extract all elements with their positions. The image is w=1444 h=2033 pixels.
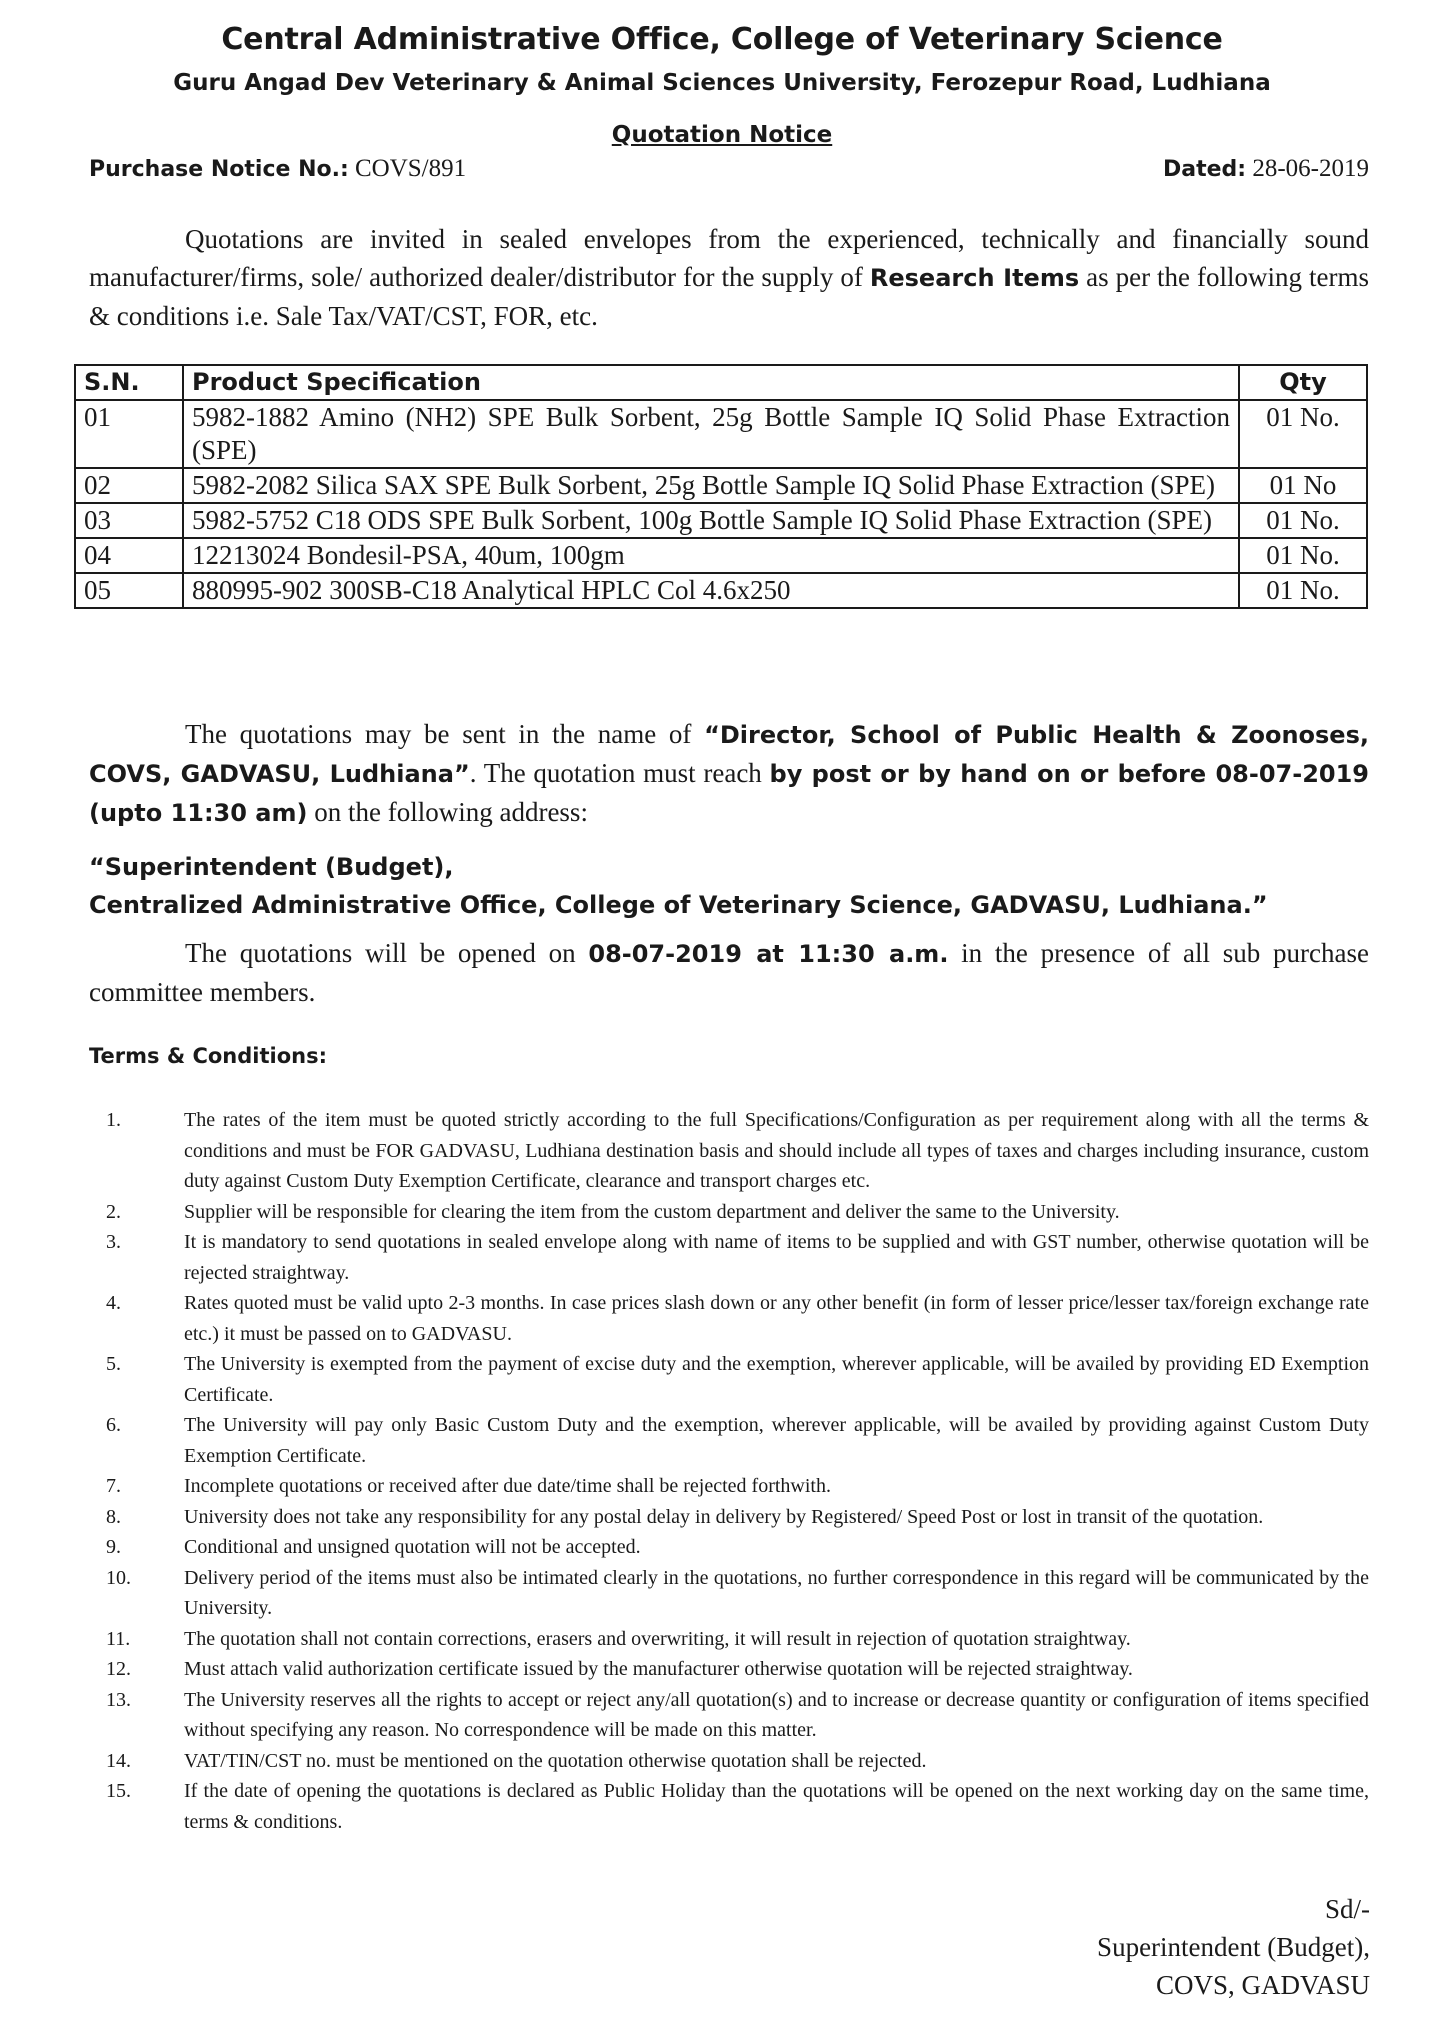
- term-text: It is mandatory to send quotations in sealed envelope along with name of items to be supplied and with GST number, otherwise quotation will be rejected straightway.: [184, 1231, 1369, 1284]
- row-qty: 01 No.: [1239, 538, 1367, 573]
- term-text: The University will pay only Basic Custom Duty and the exemption, wherever applicable, will be availed by providing against Custom Duty Exemption Certificate.: [184, 1414, 1369, 1467]
- term-number: 5.: [106, 1353, 121, 1375]
- term-number: 15.: [106, 1780, 131, 1802]
- list-item: [89, 1288, 1369, 1349]
- term-number: 8.: [106, 1505, 121, 1528]
- table-row: [75, 538, 1367, 573]
- list-item: [89, 1410, 1369, 1471]
- office-heading: Central Administrative Office, College of Veterinary Science: [221, 22, 1223, 57]
- opening-text-1: The quotations will be opened on: [185, 938, 589, 968]
- reference-line: [89, 155, 1369, 183]
- term-text: The quotation shall not contain corrections, erasers and overwriting, it will result in rejection of quotation straightway.: [184, 1627, 1131, 1650]
- list-item: [89, 1502, 1369, 1533]
- address-line-2: Centralized Administrative Office, College of Veterinary Science, GADVASU, Ludhiana.”: [89, 891, 1268, 919]
- purchase-notice-label: Purchase Notice No.:: [89, 157, 349, 182]
- term-number: 13.: [106, 1688, 131, 1711]
- intro-paragraph: [89, 220, 1369, 335]
- table-row: [75, 503, 1367, 538]
- term-number: 10.: [106, 1566, 131, 1589]
- submission-text-1: The quotations may be sent in the name of: [185, 719, 705, 749]
- term-text: University does not take any responsibility for any postal delay in delivery by Registered/ Speed Post or lost in transit of the quotation.: [184, 1505, 1264, 1528]
- term-text: Incomplete quotations or received after due date/time shall be rejected forthwith.: [184, 1475, 831, 1497]
- notice-title: [0, 122, 1444, 148]
- term-number: 11.: [106, 1627, 131, 1650]
- notice-title-text: Quotation Notice: [611, 122, 833, 148]
- purchase-notice-number: COVS/891: [355, 155, 467, 182]
- term-number: 3.: [106, 1231, 121, 1253]
- opening-text-2: in the presence of all sub purchase committee members.: [89, 938, 1369, 1007]
- product-table: [74, 364, 1368, 609]
- term-number: 2.: [106, 1200, 121, 1223]
- submission-addressee: “Director, School of Public Health & Zoonoses, COVS, GADVASU, Ludhiana”: [89, 721, 1369, 788]
- signature-sd: Sd/-: [1324, 1894, 1370, 1924]
- term-number: 1.: [106, 1109, 121, 1131]
- university-heading: Guru Angad Dev Veterinary & Animal Sciences University, Ferozepur Road, Ludhiana: [173, 70, 1271, 96]
- row-sn: 01: [75, 400, 183, 468]
- term-number: 6.: [106, 1414, 121, 1436]
- row-qty: 01 No.: [1239, 503, 1367, 538]
- purchase-notice: [89, 155, 466, 183]
- list-item: [89, 1471, 1369, 1502]
- list-item: [89, 1197, 1369, 1228]
- row-spec: 880995-902 300SB-C18 Analytical HPLC Col 4.6x250: [183, 573, 1239, 608]
- term-number: 14.: [106, 1749, 131, 1772]
- notice-date-value: 28-06-2019: [1252, 155, 1369, 182]
- table-header-row: [75, 365, 1367, 400]
- term-text: VAT/TIN/CST no. must be mentioned on the quotation otherwise quotation shall be rejected.: [184, 1749, 927, 1772]
- submission-deadline: by post or by hand on or before 08-07-2019 (upto 11:30 am): [89, 760, 1370, 827]
- list-item: [89, 1654, 1369, 1685]
- header-spec: Product Specification: [183, 365, 1239, 400]
- list-item: [89, 1349, 1369, 1410]
- row-sn: 02: [75, 468, 183, 503]
- term-number: 9.: [106, 1536, 121, 1558]
- list-item: [89, 1776, 1369, 1837]
- term-number: 12.: [106, 1658, 131, 1680]
- list-item: [89, 1563, 1369, 1624]
- term-text: If the date of opening the quotations is declared as Public Holiday than the quotations will be opened on the next working day on the same time, terms & conditions.: [184, 1780, 1369, 1833]
- header-sn: S.N.: [75, 365, 183, 400]
- intro-text-bold: Research Items: [869, 264, 1080, 292]
- notice-date: [1163, 155, 1369, 183]
- opening-datetime: 08-07-2019 at 11:30 a.m.: [588, 940, 949, 968]
- terms-list: [89, 1105, 1369, 1837]
- signature-block: [1097, 1890, 1370, 2004]
- row-spec: 5982-2082 Silica SAX SPE Bulk Sorbent, 25g Bottle Sample IQ Solid Phase Extraction (SPE): [183, 468, 1239, 503]
- row-sn: 05: [75, 573, 183, 608]
- header-qty: Qty: [1239, 365, 1367, 400]
- submission-text-3: on the following address:: [307, 797, 588, 827]
- term-text: Must attach valid authorization certificate issued by the manufacturer otherwise quotation will be rejected straightway.: [184, 1658, 1133, 1680]
- list-item: [89, 1532, 1369, 1563]
- term-number: 4.: [106, 1292, 121, 1314]
- address-line-1: “Superintendent (Budget),: [89, 853, 454, 881]
- row-qty: 01 No.: [1239, 400, 1367, 468]
- delivery-address: [89, 848, 1268, 924]
- signature-designation: Superintendent (Budget),: [1097, 1932, 1370, 1962]
- submission-text-2: . The quotation must reach: [469, 758, 770, 788]
- term-number: 7.: [106, 1475, 121, 1497]
- intro-text-2: as per the following terms & conditions i.e. Sale Tax/VAT/CST, FOR, etc.: [89, 262, 1369, 331]
- row-qty: 01 No: [1239, 468, 1367, 503]
- row-spec: 5982-1882 Amino (NH2) SPE Bulk Sorbent, 25g Bottle Sample IQ Solid Phase Extraction (SPE): [183, 400, 1239, 468]
- row-spec: 12213024 Bondesil-PSA, 40um, 100gm: [183, 538, 1239, 573]
- term-text: Delivery period of the items must also be intimated clearly in the quotations, no further correspondence in this regard will be communicated by the University.: [184, 1566, 1369, 1619]
- term-text: The University reserves all the rights to accept or reject any/all quotation(s) and to increase or decrease quantity or configuration of items specified without specifying any reason. No correspondence will be made on this matter.: [184, 1688, 1369, 1741]
- opening-paragraph: [89, 934, 1369, 1011]
- list-item: [89, 1746, 1369, 1777]
- term-text: Conditional and unsigned quotation will not be accepted.: [184, 1536, 641, 1558]
- list-item: [89, 1624, 1369, 1655]
- table-row: [75, 573, 1367, 608]
- list-item: [89, 1685, 1369, 1746]
- intro-text-1: Quotations are invited in sealed envelopes from the experienced, technically and financially sound manufacturer/firms, sole/ authorized dealer/distributor for the supply of: [89, 224, 1369, 292]
- submission-paragraph: [89, 715, 1369, 832]
- term-text: The University is exempted from the payment of excise duty and the exemption, wherever applicable, will be availed by providing ED Exemption Certificate.: [184, 1353, 1369, 1406]
- row-qty: 01 No.: [1239, 573, 1367, 608]
- term-text: Rates quoted must be valid upto 2-3 months. In case prices slash down or any other benefit (in form of lesser price/lesser tax/foreign exchange rate etc.) it must be passed on to GADVASU.: [184, 1292, 1369, 1345]
- notice-date-label: Dated:: [1163, 157, 1247, 182]
- list-item: [89, 1105, 1369, 1197]
- table-row: [75, 400, 1367, 468]
- list-item: [89, 1227, 1369, 1288]
- term-text: Supplier will be responsible for clearing the item from the custom department and deliver the same to the University.: [184, 1200, 1120, 1223]
- row-sn: 03: [75, 503, 183, 538]
- row-sn: 04: [75, 538, 183, 573]
- terms-heading: Terms & Conditions:: [89, 1044, 327, 1068]
- signature-office: COVS, GADVASU: [1155, 1970, 1370, 2000]
- row-spec: 5982-5752 C18 ODS SPE Bulk Sorbent, 100g Bottle Sample IQ Solid Phase Extraction (SPE): [183, 503, 1239, 538]
- term-text: The rates of the item must be quoted strictly according to the full Specifications/Configuration as per requirement along with all the terms & conditions and must be FOR GADVASU, Ludhiana destination basis and should include all types of taxes and charges including insurance, custom duty against Custom Duty Exemption Certificate, clearance and transport charges etc.: [184, 1109, 1369, 1192]
- table-row: [75, 468, 1367, 503]
